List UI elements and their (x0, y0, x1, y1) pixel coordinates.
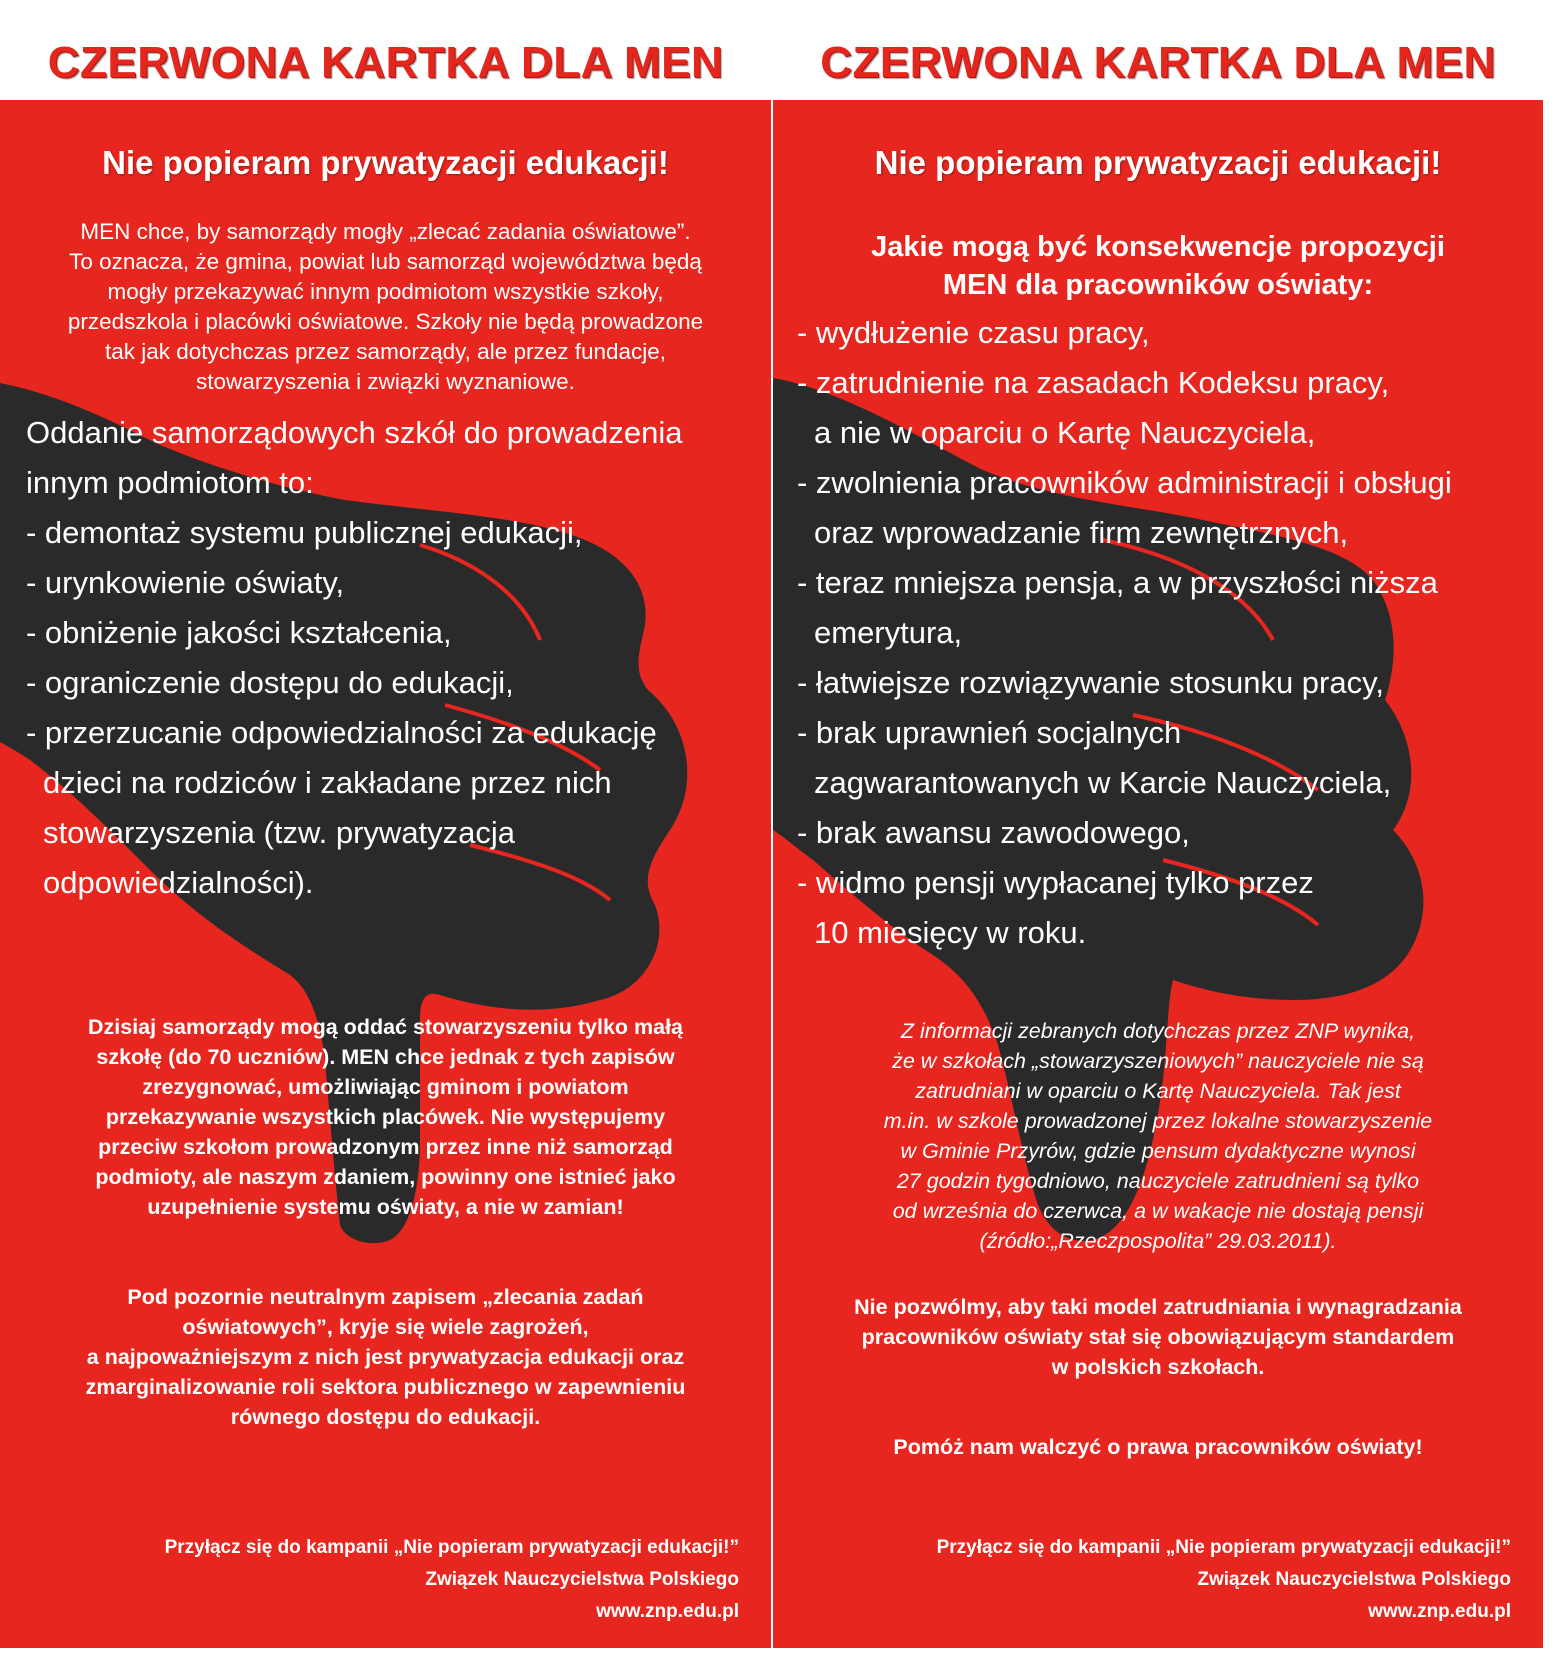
list-item: - brak awansu zawodowego, (797, 815, 1190, 850)
right-paragraph-model (793, 1292, 1523, 1382)
left-consequences-list (26, 408, 683, 908)
paragraph-line: przekazywanie wszystkich placówek. Nie występujemy (105, 1105, 666, 1129)
paragraph-line: a najpoważniejszym z nich jest prywatyzacja edukacji oraz (86, 1345, 685, 1369)
right-footer (937, 1532, 1511, 1628)
left-paragraph-small-schools (20, 1012, 751, 1222)
left-header-title: CZERWONA KARTKA DLA MEN (47, 38, 724, 87)
campaign-text: Przyłącz się do kampanii „Nie popieram prywatyzacji edukacji!” (936, 1537, 1511, 1558)
list-item: - łatwiejsze rozwiązywanie stosunku pracy, (797, 665, 1384, 700)
note-line: zatrudniani w oparciu o Kartę Nauczyciela. Tak jest (915, 1079, 1401, 1103)
left-subtitle: Nie popieram prywatyzacji edukacji! (102, 144, 669, 181)
list-item: - demontaż systemu publicznej edukacji, (26, 515, 583, 550)
list-item-continuation: zagwarantowanych w Karcie Nauczyciela, (814, 765, 1392, 800)
question-line: MEN dla pracowników oświaty: (942, 269, 1374, 301)
paragraph-line: Dzisiaj samorządy mogą oddać stowarzyszeniu tylko małą (87, 1015, 684, 1039)
right-subtitle: Nie popieram prywatyzacji edukacji! (874, 144, 1442, 181)
list-item: - obniżenie jakości kształcenia, (26, 615, 452, 650)
paragraph-line: Nie pozwólmy, aby taki model zatrudniania i wynagradzania (854, 1295, 1462, 1319)
paragraph-line: zrezygnować, umożliwiając gminom i powiatom (142, 1075, 629, 1099)
intro-line: tak jak dotychczas przez samorządy, ale przez fundacje, (104, 339, 667, 364)
paragraph-line: szkołę (do 70 uczniów). MEN chce jednak z tych zapisów (96, 1045, 675, 1069)
list-item-continuation: emerytura, (814, 615, 963, 650)
organization-name: Związek Nauczycielstwa Polskiego (1197, 1569, 1511, 1590)
list-item: - wydłużenie czasu pracy, (797, 315, 1150, 350)
note-line: w Gminie Przyrów, gdzie pensum dydaktyczne wynosi (900, 1139, 1416, 1163)
note-line: (źródło:„Rzeczpospolita” 29.03.2011). (979, 1229, 1337, 1253)
right-call-to-action (793, 1432, 1523, 1462)
list-item-continuation: dzieci na rodziców i zakładane przez nich (43, 765, 612, 800)
right-question (793, 228, 1523, 304)
intro-line: przedszkola i placówki oświatowe. Szkoły nie będą prowadzone (67, 309, 704, 334)
website-link[interactable]: www.znp.edu.pl (596, 1601, 739, 1622)
paragraph-line: pracowników oświaty stał się obowiązującym standardem (861, 1325, 1455, 1349)
right-content (773, 100, 1543, 1648)
left-intro-paragraph (20, 217, 751, 397)
list-line: innym podmiotom to: (26, 465, 314, 500)
paragraph-line: uzupełnienie systemu oświaty, a nie w zamian! (147, 1195, 624, 1219)
left-paragraph-threats (20, 1282, 751, 1432)
note-line: Z informacji zebranych dotychczas przez ZNP wynika, (900, 1019, 1416, 1043)
list-item: - ograniczenie dostępu do edukacji, (26, 665, 514, 700)
intro-line: MEN chce, by samorządy mogły „zlecać zadania oświatowe”. (80, 219, 691, 244)
left-content (0, 100, 771, 1648)
note-line: że w szkołach „stowarzyszeniowych” nauczyciele nie są (892, 1049, 1424, 1073)
paragraph-line: zmarginalizowanie roli sektora publicznego w zapewnieniu (85, 1375, 686, 1399)
right-flyer-panel (773, 0, 1543, 1648)
list-item-continuation: odpowiedzialności). (43, 865, 314, 900)
question-line: Jakie mogą być konsekwencje propozycji (871, 231, 1445, 263)
paragraph-line: oświatowych”, kryje się wiele zagrożeń, (182, 1315, 589, 1339)
right-italic-note (793, 1016, 1523, 1256)
list-item: - przerzucanie odpowiedzialności za edukację (26, 715, 657, 750)
list-line: Oddanie samorządowych szkół do prowadzenia (26, 415, 683, 450)
paragraph-line: w polskich szkołach. (1051, 1355, 1265, 1379)
organization-name: Związek Nauczycielstwa Polskiego (425, 1569, 739, 1590)
list-item: - brak uprawnień socjalnych (797, 715, 1182, 750)
paragraph-line: przeciw szkołom prowadzonym przez inne niż samorząd (98, 1135, 673, 1159)
list-item: - zatrudnienie na zasadach Kodeksu pracy, (797, 365, 1390, 400)
intro-line: To oznacza, że gmina, powiat lub samorząd województwa będą (69, 249, 702, 274)
list-item: - urynkowienie oświaty, (26, 565, 345, 600)
list-item-continuation: a nie w oparciu o Kartę Nauczyciela, (814, 415, 1316, 450)
list-item-continuation: oraz wprowadzanie firm zewnętrznych, (814, 515, 1349, 550)
list-item-continuation: 10 miesięcy w roku. (814, 915, 1087, 950)
paragraph-line: Pod pozornie neutralnym zapisem „zlecania zadań (127, 1285, 644, 1309)
list-item: - teraz mniejsza pensja, a w przyszłości niższa (797, 565, 1438, 600)
note-line: 27 godzin tygodniowo, nauczyciele zatrudnieni są tylko (896, 1169, 1420, 1193)
note-line: m.in. w szkole prowadzonej przez lokalne stowarzyszenie (883, 1109, 1433, 1133)
list-item-continuation: stowarzyszenia (tzw. prywatyzacja (43, 815, 516, 850)
paragraph-line: podmioty, ale naszym zdaniem, powinny one istnieć jako (95, 1165, 676, 1189)
left-flyer-panel (0, 0, 771, 1648)
note-line: od września do czerwca, a w wakacje nie dostają pensji (892, 1199, 1424, 1223)
paragraph-line: Pomóż nam walczyć o prawa pracowników oświaty! (893, 1435, 1423, 1459)
paragraph-line: równego dostępu do edukacji. (230, 1405, 541, 1429)
website-link[interactable]: www.znp.edu.pl (1368, 1601, 1511, 1622)
list-item: - zwolnienia pracowników administracji i obsługi (797, 465, 1452, 500)
intro-line: mogły przekazywać innym podmiotom wszystkie szkoły, (107, 279, 664, 304)
campaign-text: Przyłącz się do kampanii „Nie popieram prywatyzacji edukacji!” (164, 1537, 739, 1558)
intro-line: stowarzyszenia i związki wyznaniowe. (196, 369, 575, 394)
right-consequences-list (797, 308, 1452, 958)
list-item: - widmo pensji wypłacanej tylko przez (797, 865, 1314, 900)
right-header-title: CZERWONA KARTKA DLA MEN (820, 38, 1496, 87)
left-footer (165, 1532, 739, 1628)
